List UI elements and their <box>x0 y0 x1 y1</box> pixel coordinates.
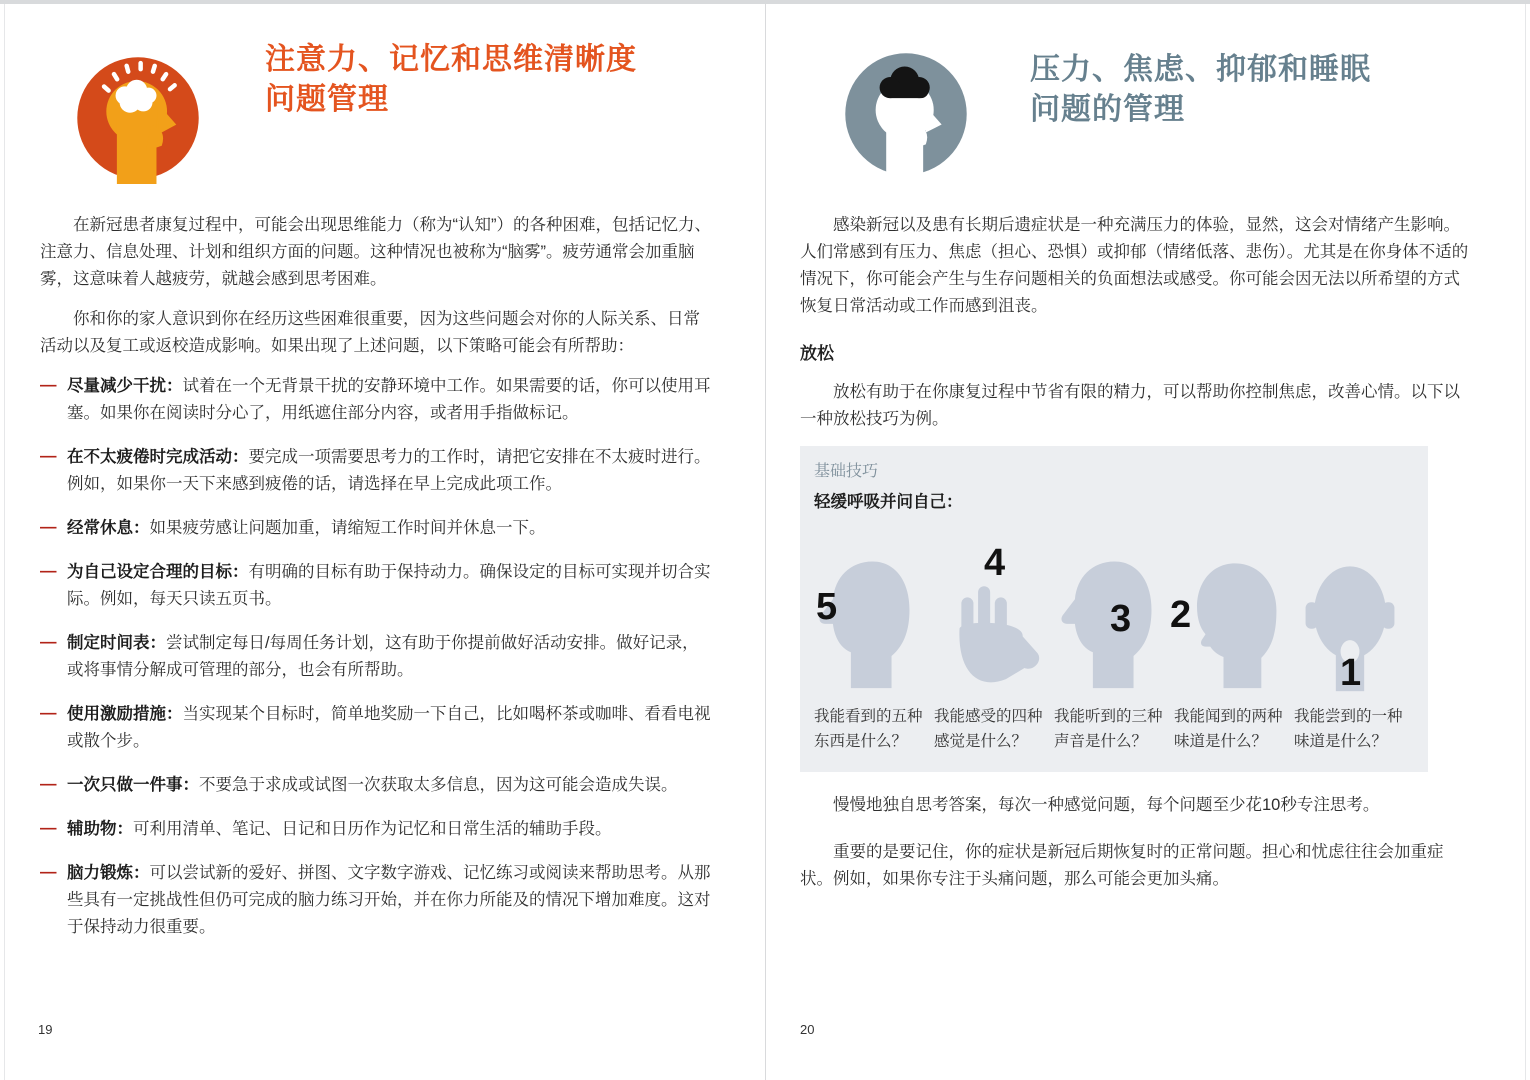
right-page-number: 20 <box>800 1022 815 1037</box>
hand-silhouette <box>934 542 1054 694</box>
step-caption: 我能闻到的两种味道是什么？ <box>1174 708 1283 750</box>
sense-step-smell <box>1170 542 1294 754</box>
technique-box-label: 基础技巧 <box>814 463 879 480</box>
relax-paragraph: 放松有助于在你康复过程中节省有限的精力，可以帮助你控制焦虑，改善心情。以下以一种放松技巧为例。 <box>800 383 1460 428</box>
head-taste-silhouette <box>1294 542 1414 694</box>
cloud-head-icon <box>840 48 972 180</box>
document-right-edge <box>1525 4 1526 1080</box>
strategy-item <box>40 772 712 799</box>
strategy-label: 一次只做一件事： <box>67 776 199 794</box>
strategy-item <box>40 515 712 542</box>
right-chapter-title <box>1030 50 1371 130</box>
closing-paragraph-2: 重要的是要记住，你的症状是新冠后期恢复时的正常问题。担心和忧虑往往会加重症状。例如，如果你专注于头痛问题，那么可能会更加头痛。 <box>800 843 1444 888</box>
strategy-text: 可以尝试新的爱好、拼图、文字数字游戏、记忆练习或阅读来帮助思考。从那些具有一定挑战性但仍可完成的脑力练习开始，并在你力所能及的情况下增加难度。这对于保持动力很重要。 <box>67 864 711 936</box>
step-number: 2 <box>1170 594 1192 636</box>
left-page-body <box>40 212 712 958</box>
strategy-item <box>40 630 712 684</box>
strategy-text: 如果疲劳感让问题加重，请缩短工作时间并休息一下。 <box>149 519 546 537</box>
strategy-label: 脑力锻炼： <box>67 864 150 882</box>
strategy-label: 经常休息： <box>67 519 150 537</box>
sense-step-see <box>814 542 934 754</box>
right-title-line1: 压力、焦虑、抑郁和睡眠 <box>1030 53 1371 86</box>
strategy-text: 可利用清单、笔记、日记和日历作为记忆和日常生活的辅助手段。 <box>133 820 612 838</box>
left-intro-paragraph-1: 在新冠患者康复过程中，可能会出现思维能力（称为“认知”）的各种困难，包括记忆力、注意力、信息处理、计划和组织方面的问题。这种情况也被称为“脑雾”。疲劳通常会加重脑雾，这意味着人越疲劳，就越会感到思考困难。 <box>40 216 711 288</box>
bullet-dash-icon: — <box>40 633 57 651</box>
technique-box-instruction: 轻缓呼吸并问自己： <box>814 493 963 511</box>
step-number: 1 <box>1340 652 1362 694</box>
sense-step-feel <box>934 542 1054 754</box>
right-page-body <box>800 212 1472 906</box>
bullet-dash-icon: — <box>40 376 57 394</box>
strategy-label: 使用激励措施： <box>67 705 183 723</box>
strategy-item <box>40 444 712 498</box>
bullet-dash-icon: — <box>40 518 57 536</box>
left-intro-paragraph-2: 你和你的家人意识到你在经历这些困难很重要，因为这些问题会对你的人际关系、日常活动以及复工或返校造成影响。如果出现了上述问题，以下策略可能会有所帮助： <box>40 310 700 355</box>
step-number: 4 <box>984 542 1006 584</box>
left-title-line2: 问题管理 <box>265 83 389 116</box>
step-caption: 我能感受的四种感觉是什么？ <box>934 708 1043 750</box>
strategy-item <box>40 559 712 613</box>
strategy-label: 辅助物： <box>67 820 133 838</box>
bullet-dash-icon: — <box>40 819 57 837</box>
bullet-dash-icon: — <box>40 863 57 881</box>
bullet-dash-icon: — <box>40 562 57 580</box>
strategy-text: 有明确的目标有助于保持动力。确保设定的目标可实现并切合实际。例如，每天只读五页书。 <box>67 563 711 608</box>
sense-step-hear <box>1054 542 1174 754</box>
step-caption: 我能看到的五种东西是什么？ <box>814 708 923 750</box>
page-divider <box>765 4 766 1080</box>
sense-step-taste <box>1294 542 1414 754</box>
closing-paragraph-1: 慢慢地独自思考答案，每次一种感觉问题，每个问题至少花10秒专注思考。 <box>833 796 1380 814</box>
right-intro-paragraph: 感染新冠以及患有长期后遗症状是一种充满压力的体验，显然，这会对情绪产生影响。人们常感到有压力、焦虑（担心、恐惧）或抑郁（情绪低落、悲伤）。尤其是在你身体不适的情况下，你可能会产生与生存问题相关的负面想法或感受。你可能会因无法以所希望的方式恢复日常活动或工作而感到沮丧。 <box>800 216 1469 315</box>
brain-head-icon <box>72 52 204 184</box>
strategy-label: 在不太疲倦时完成活动： <box>67 448 249 466</box>
strategy-item <box>40 860 712 941</box>
step-caption: 我能尝到的一种味道是什么？ <box>1294 708 1403 750</box>
step-caption: 我能听到的三种声音是什么？ <box>1054 708 1163 750</box>
strategy-label: 制定时间表： <box>67 634 166 652</box>
strategy-text: 当实现某个目标时，简单地奖励一下自己，比如喝杯茶或咖啡、看看电视或散个步。 <box>67 705 711 750</box>
step-number: 3 <box>1110 598 1132 640</box>
strategy-label: 尽量减少干扰： <box>67 377 183 395</box>
strategy-list <box>40 373 712 941</box>
relax-heading: 放松 <box>800 344 834 363</box>
basic-technique-box <box>800 446 1428 772</box>
left-title-line1: 注意力、记忆和思维清晰度 <box>265 43 637 76</box>
left-page-number: 19 <box>38 1022 53 1037</box>
strategy-label: 为自己设定合理的目标： <box>67 563 249 581</box>
strategy-item <box>40 373 712 427</box>
bullet-dash-icon: — <box>40 447 57 465</box>
strategy-text: 试着在一个无背景干扰的安静环境中工作。如果需要的话，你可以使用耳塞。如果你在阅读时分心了，用纸遮住部分内容，或者用手指做标记。 <box>67 377 711 422</box>
right-title-line2: 问题的管理 <box>1030 93 1185 126</box>
step-number: 5 <box>816 586 838 628</box>
head-smell-silhouette <box>1170 542 1294 694</box>
head-see-silhouette <box>814 542 934 694</box>
head-hear-silhouette <box>1054 542 1174 694</box>
strategy-item <box>40 701 712 755</box>
strategy-item <box>40 816 712 843</box>
strategy-text: 尝试制定每日/每周任务计划，这有助于你提前做好活动安排。做好记录，或将事情分解成可管理的部分，也会有所帮助。 <box>67 634 699 679</box>
left-chapter-title <box>265 40 637 120</box>
bullet-dash-icon: — <box>40 704 57 722</box>
document-left-edge <box>4 4 5 1080</box>
closing-section <box>800 792 1472 893</box>
sense-steps-row <box>814 542 1414 754</box>
strategy-text: 不要急于求成或试图一次获取太多信息，因为这可能会造成失误。 <box>199 776 678 794</box>
bullet-dash-icon: — <box>40 775 57 793</box>
strategy-text: 要完成一项需要思考力的工作时，请把它安排在不太疲时进行。例如，如果你一天下来感到疲倦的话，请选择在早上完成此项工作。 <box>67 448 711 493</box>
